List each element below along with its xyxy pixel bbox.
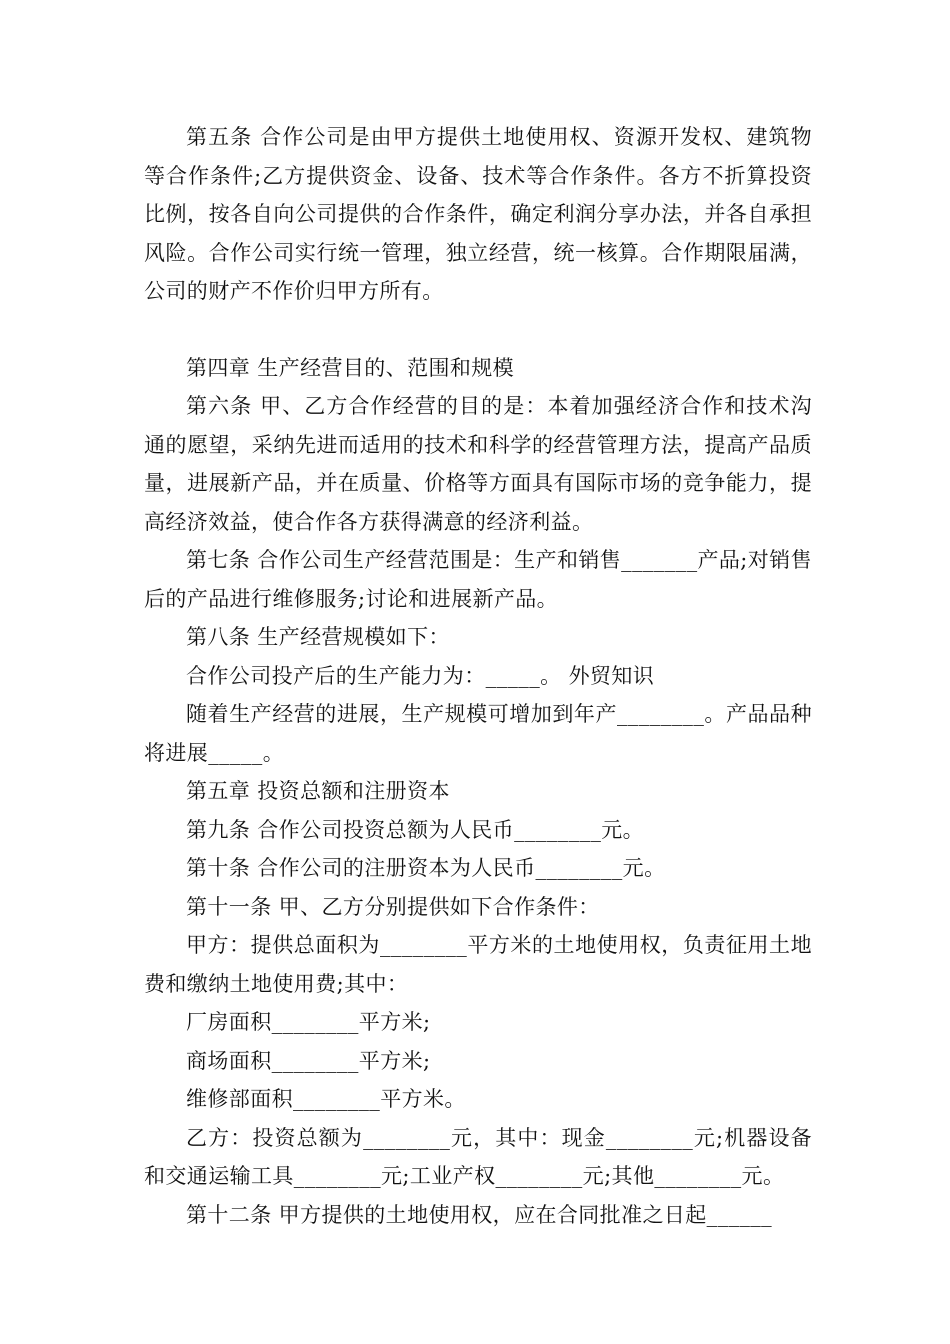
repair-area-paragraph: 维修部面积________平方米。: [186, 1087, 466, 1111]
article-6-paragraph: 第六条 甲、乙方合作经营的目的是：本着加强经济合作和技术沟通的愿望，采纳先进而适用的技术和科学的经营管理方法，提高产品质量，进展新产品，并在质量、价格等方面具有国际市场的竞争能力，提高经济效益，使合作各方获得满意的经济利益。: [144, 394, 812, 534]
article-10-paragraph: 第十条 合作公司的注册资本为人民币________元。: [186, 856, 666, 880]
article-7-paragraph: 第七条 合作公司生产经营范围是：生产和销售_______产品;对销售后的产品进行维修服务;讨论和进展新产品。: [144, 548, 812, 611]
mall-area-paragraph: 商场面积________平方米;: [186, 1048, 431, 1073]
capacity-paragraph: 合作公司投产后的生产能力为：_____。 外贸知识: [186, 663, 655, 688]
paragraph-gap: [144, 311, 812, 349]
article-11-paragraph: 第十一条 甲、乙方分别提供如下合作条件：: [186, 894, 600, 919]
expansion-paragraph: 随着生产经营的进展，生产规模可增加到年产________。产品品种将进展_____。: [144, 702, 812, 765]
party-b-paragraph: 乙方：投资总额为________元，其中：现金________元;机器设备和交通运输工具________元;工业产权________元;其他________元。: [144, 1125, 812, 1188]
factory-area-paragraph: 厂房面积________平方米;: [186, 1010, 431, 1034]
article-9-paragraph: 第九条 合作公司投资总额为人民币________元。: [186, 817, 645, 842]
article-8-paragraph: 第八条 生产经营规模如下：: [186, 625, 450, 649]
chapter-5-heading: 第五章 投资总额和注册资本: [186, 779, 450, 803]
chapter-4-heading: 第四章 生产经营目的、范围和规模: [186, 355, 515, 380]
article-5-paragraph: 第五条 合作公司是由甲方提供土地使用权、资源开发权、建筑物等合作条件;乙方提供资金、设备、技术等合作条件。各方不折算投资比例，按各自向公司提供的合作条件，确定利润分享办法，并各自承担风险。合作公司实行统一管理，独立经营，统一核算。合作期限届满，公司的财产不作价归甲方所有。: [144, 125, 812, 303]
article-12-paragraph: 第十二条 甲方提供的土地使用权，应在合同批准之日起______: [186, 1202, 773, 1227]
document-body: [144, 118, 812, 1234]
party-a-paragraph: 甲方：提供总面积为________平方米的土地使用权，负责征用土地费和缴纳土地使用费;其中：: [144, 933, 812, 996]
